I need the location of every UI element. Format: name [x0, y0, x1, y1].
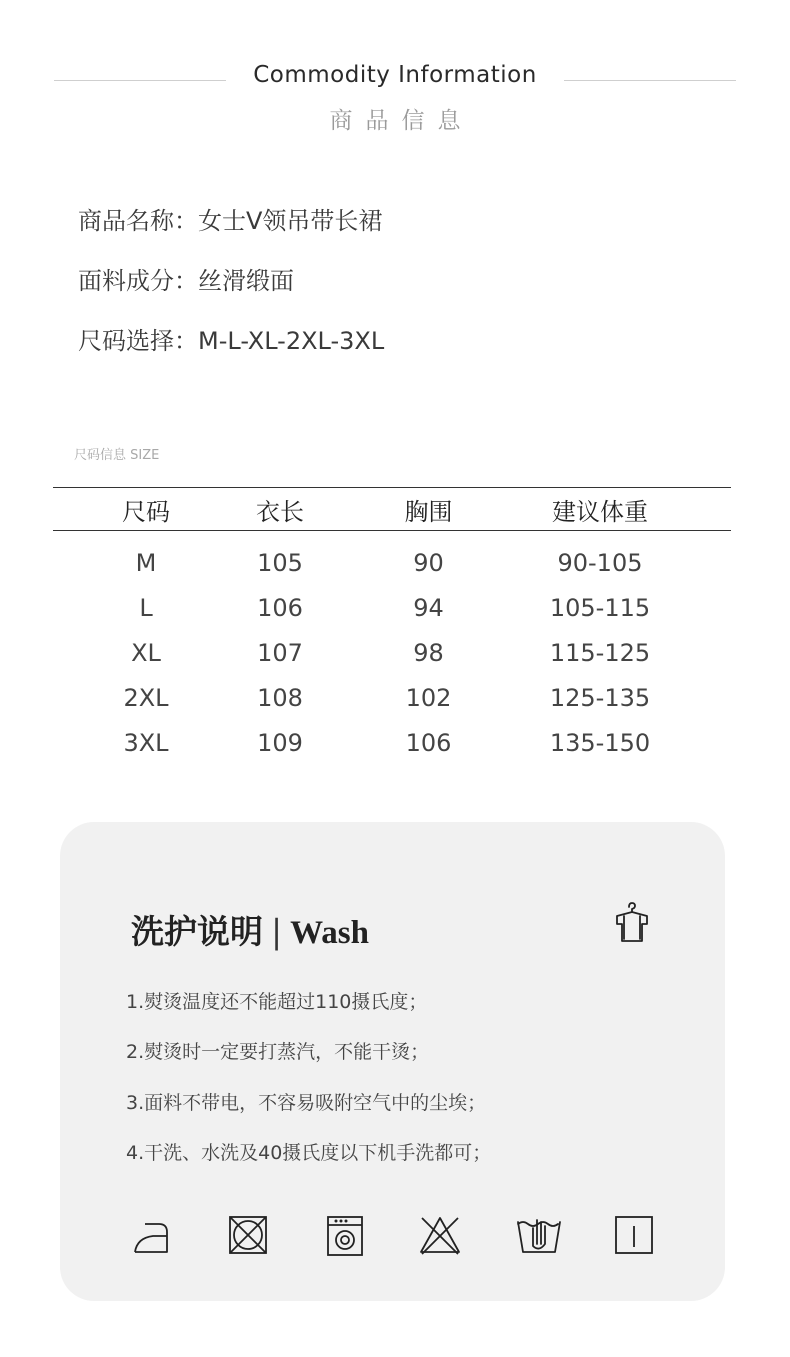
iron-icon	[131, 1214, 171, 1256]
table-cell: 2XL	[123, 683, 169, 712]
table-cell: 106	[257, 593, 303, 622]
wash-instruction: 1.熨烫温度还不能超过110摄氏度；	[126, 991, 428, 1013]
column-header: 胸围	[404, 497, 453, 526]
wash-title	[131, 906, 369, 953]
table-row	[53, 585, 731, 630]
column-header: 建议体重	[552, 497, 648, 526]
hand-wash-icon	[515, 1212, 563, 1258]
table-header	[53, 488, 731, 530]
no-tumble-dry-icon	[227, 1214, 269, 1256]
size-section-heading: 尺码信息 SIZE	[74, 448, 160, 463]
table-cell: M	[135, 548, 157, 577]
table-cell: 3XL	[123, 728, 169, 757]
info-value: 女士V领吊带长裙	[198, 207, 383, 235]
info-fabric	[78, 261, 294, 296]
table-cell: 108	[257, 683, 303, 712]
info-value: M-L-XL-2XL-3XL	[198, 327, 385, 355]
table-row	[53, 540, 731, 585]
table-cell: 94	[413, 593, 444, 622]
wash-instruction: 4.干洗、水洗及40摄氏度以下机手洗都可；	[126, 1142, 492, 1164]
table-row	[53, 630, 731, 675]
info-label: 商品名称：	[78, 207, 198, 235]
washing-machine-icon	[324, 1214, 366, 1258]
table-cell: 135-150	[549, 728, 651, 757]
table-cell: XL	[131, 638, 161, 667]
info-sizes	[78, 321, 384, 356]
table-cell: 90-105	[557, 548, 643, 577]
column-header: 衣长	[256, 497, 304, 526]
info-label: 面料成分：	[78, 267, 198, 295]
table-cell: 106	[405, 728, 452, 757]
wash-title-cn: 洗护说明	[131, 912, 263, 951]
info-product-name	[78, 201, 382, 236]
info-value: 丝滑缎面	[198, 267, 294, 295]
table-cell: L	[139, 593, 153, 622]
table-cell: 115-125	[549, 638, 651, 667]
table-cell: 90	[413, 548, 444, 577]
info-label: 尺码选择：	[78, 327, 198, 355]
table-cell: 102	[405, 683, 452, 712]
table-cell: 125-135	[549, 683, 651, 712]
page-title-en: Commodity Information	[253, 62, 537, 88]
line-dry-icon	[613, 1214, 655, 1256]
table-cell: 105	[257, 548, 303, 577]
wash-instruction: 2.熨烫时一定要打蒸汽，不能干烫；	[126, 1041, 430, 1063]
wash-instruction: 3.面料不带电，不容易吸附空气中的尘埃；	[126, 1092, 487, 1114]
table-row	[53, 675, 731, 720]
column-header: 尺码	[122, 497, 170, 526]
wash-title-separator: |	[271, 912, 283, 951]
table-cell: 105-115	[549, 593, 651, 622]
shirt-hanger-icon	[609, 899, 655, 945]
no-bleach-icon	[418, 1214, 462, 1256]
wash-title-en: Wash	[290, 915, 369, 951]
table-cell: 98	[413, 638, 444, 667]
table-row	[53, 720, 731, 765]
table-cell: 109	[257, 728, 303, 757]
table-cell: 107	[257, 638, 303, 667]
size-table	[53, 487, 731, 765]
page-title-cn: 商品信息	[329, 108, 474, 134]
